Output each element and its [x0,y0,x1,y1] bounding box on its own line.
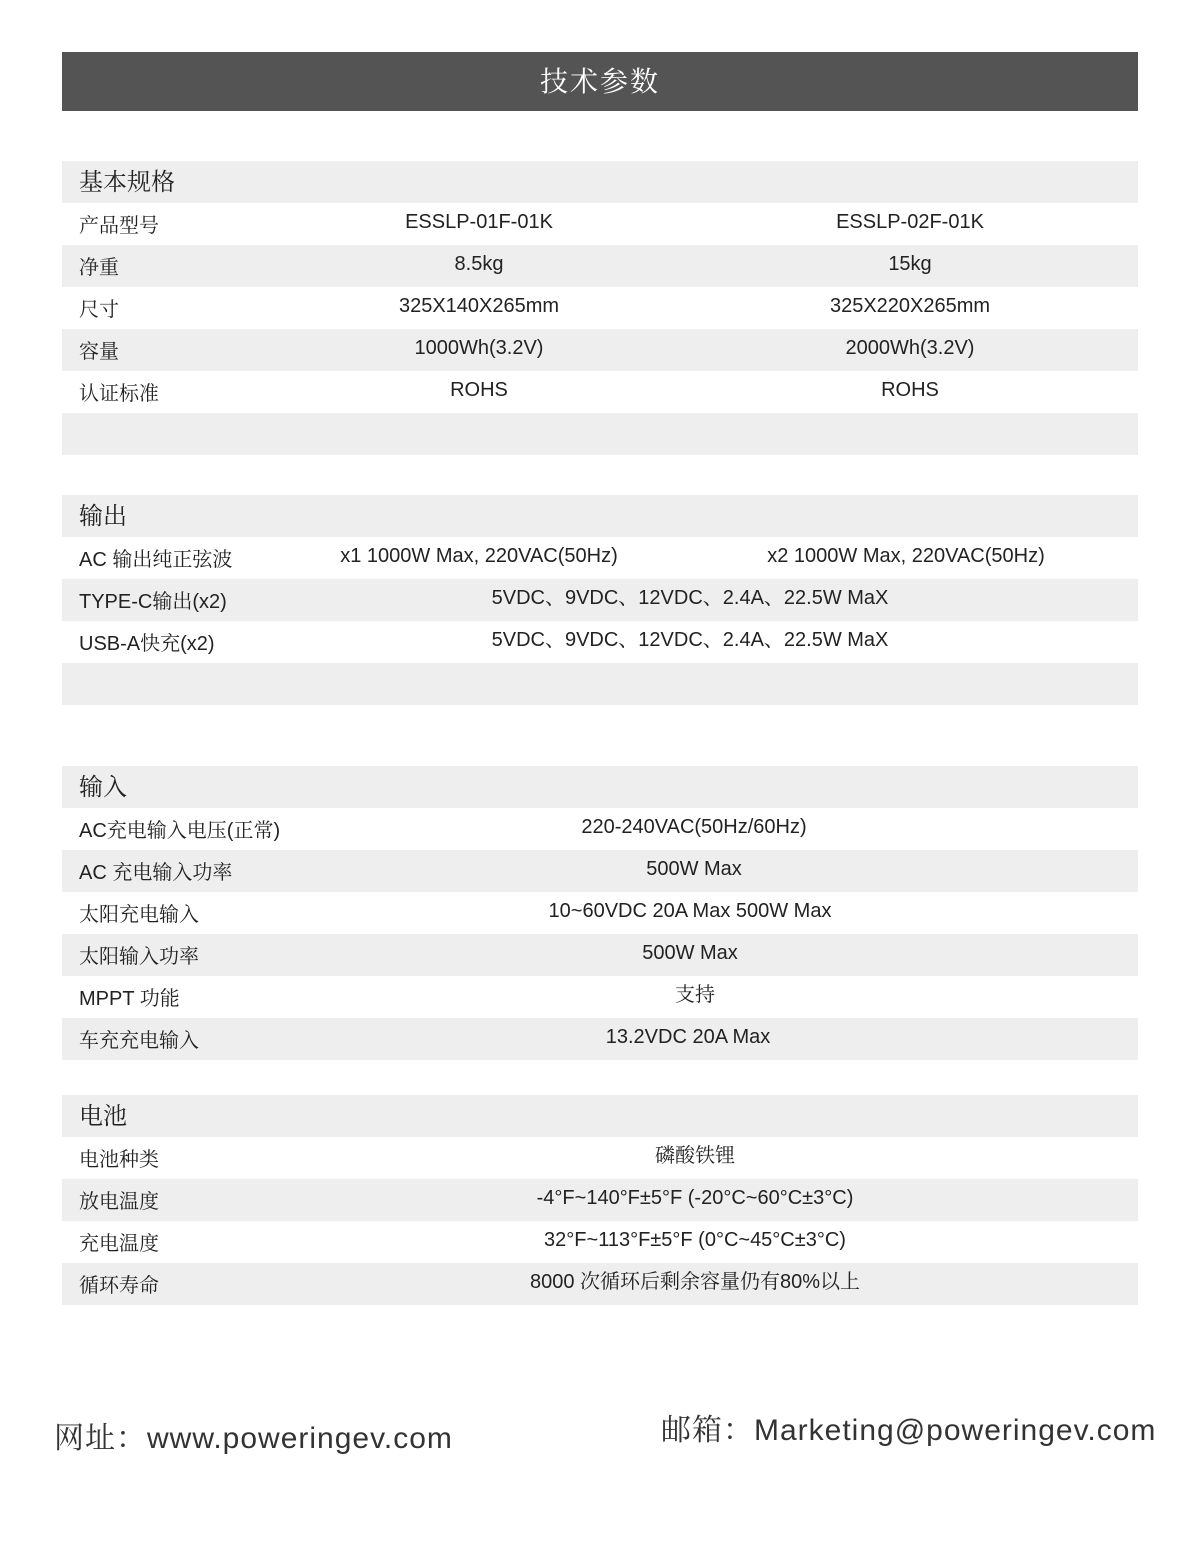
table-row [62,203,1138,245]
section-heading: 电池 [79,1103,127,1130]
row-label: 放电温度 [79,1191,159,1213]
row-label: AC 输出纯正弦波 [79,549,233,571]
page-title: 技术参数 [62,52,1138,111]
row-value-model-1: 325X140X265mm [398,295,560,317]
row-value: 500W Max [642,942,738,964]
section-header [62,161,1138,203]
row-label: 净重 [79,257,119,279]
row-value-model-2: x2 1000W Max, 220VAC(50Hz) [767,545,1045,567]
battery-section [62,1095,1138,1305]
row-value: -4°F~140°F±5°F (-20°C~60°C±3°C) [536,1187,854,1209]
table-row [62,579,1138,621]
row-label: 太阳输入功率 [79,946,199,968]
table-row [62,1221,1138,1263]
row-label: MPPT 功能 [79,988,180,1010]
table-row [62,1137,1138,1179]
table-row [62,892,1138,934]
row-label: 循环寿命 [79,1275,159,1297]
row-value-model-2: 2000Wh(3.2V) [845,337,975,359]
row-value: 支持 [675,984,715,1006]
row-value: 32°F~113°F±5°F (0°C~45°C±3°C) [544,1229,846,1251]
table-row [62,621,1138,663]
row-label: 尺寸 [79,299,119,321]
row-value-model-1: ESSLP-01F-01K [405,211,553,233]
row-value: 5VDC、9VDC、12VDC、2.4A、22.5W MaX [491,587,889,609]
row-label: 容量 [79,341,119,363]
row-value-model-2: ESSLP-02F-01K [836,211,984,233]
row-value: 磷酸铁锂 [655,1145,735,1167]
row-value-model-2: ROHS [881,379,939,401]
input-section [62,766,1138,1060]
row-label: 认证标准 [79,383,159,405]
row-value-model-1: ROHS [450,379,508,401]
row-value-model-1: 1000Wh(3.2V) [414,337,544,359]
row-label: 产品型号 [79,215,159,237]
row-value: 8000 次循环后剩余容量仍有80%以上 [529,1271,861,1293]
table-row [62,245,1138,287]
spacer-row [62,413,1138,455]
row-value-model-2: 325X220X265mm [829,295,991,317]
website-text: 网址：www.poweringev.com [54,1422,453,1455]
table-row [62,537,1138,579]
table-row [62,850,1138,892]
row-value: 5VDC、9VDC、12VDC、2.4A、22.5W MaX [491,629,889,651]
section-heading: 输出 [79,503,127,530]
section-header [62,766,1138,808]
table-row [62,934,1138,976]
row-value: 500W Max [646,858,742,880]
row-label: AC 充电输入功率 [79,862,233,884]
table-row [62,976,1138,1018]
table-row [62,1018,1138,1060]
row-value-model-1: x1 1000W Max, 220VAC(50Hz) [340,545,618,567]
row-label: 电池种类 [79,1149,159,1171]
row-label: AC充电输入电压(正常) [79,820,281,842]
output-section [62,495,1138,705]
email-text: 邮箱：Marketing@poweringev.com [661,1414,1157,1447]
row-label: 充电温度 [79,1233,159,1255]
table-row [62,1179,1138,1221]
basic-specs-section [62,161,1138,455]
table-row [62,329,1138,371]
row-label: USB-A快充(x2) [79,633,215,655]
table-row [62,808,1138,850]
row-label: 太阳充电输入 [79,904,199,926]
row-value: 13.2VDC 20A Max [605,1026,771,1048]
section-header [62,1095,1138,1137]
row-value: 10~60VDC 20A Max 500W Max [548,900,832,922]
row-label: 车充充电输入 [79,1030,199,1052]
section-heading: 输入 [79,774,127,801]
row-label: TYPE-C输出(x2) [79,591,227,613]
table-row [62,371,1138,413]
row-value-model-1: 8.5kg [454,253,504,275]
row-value-model-2: 15kg [888,253,932,275]
row-value: 220-240VAC(50Hz/60Hz) [581,816,807,838]
spacer-row [62,663,1138,705]
table-row [62,287,1138,329]
section-heading: 基本规格 [79,169,175,196]
section-header [62,495,1138,537]
table-row [62,1263,1138,1305]
